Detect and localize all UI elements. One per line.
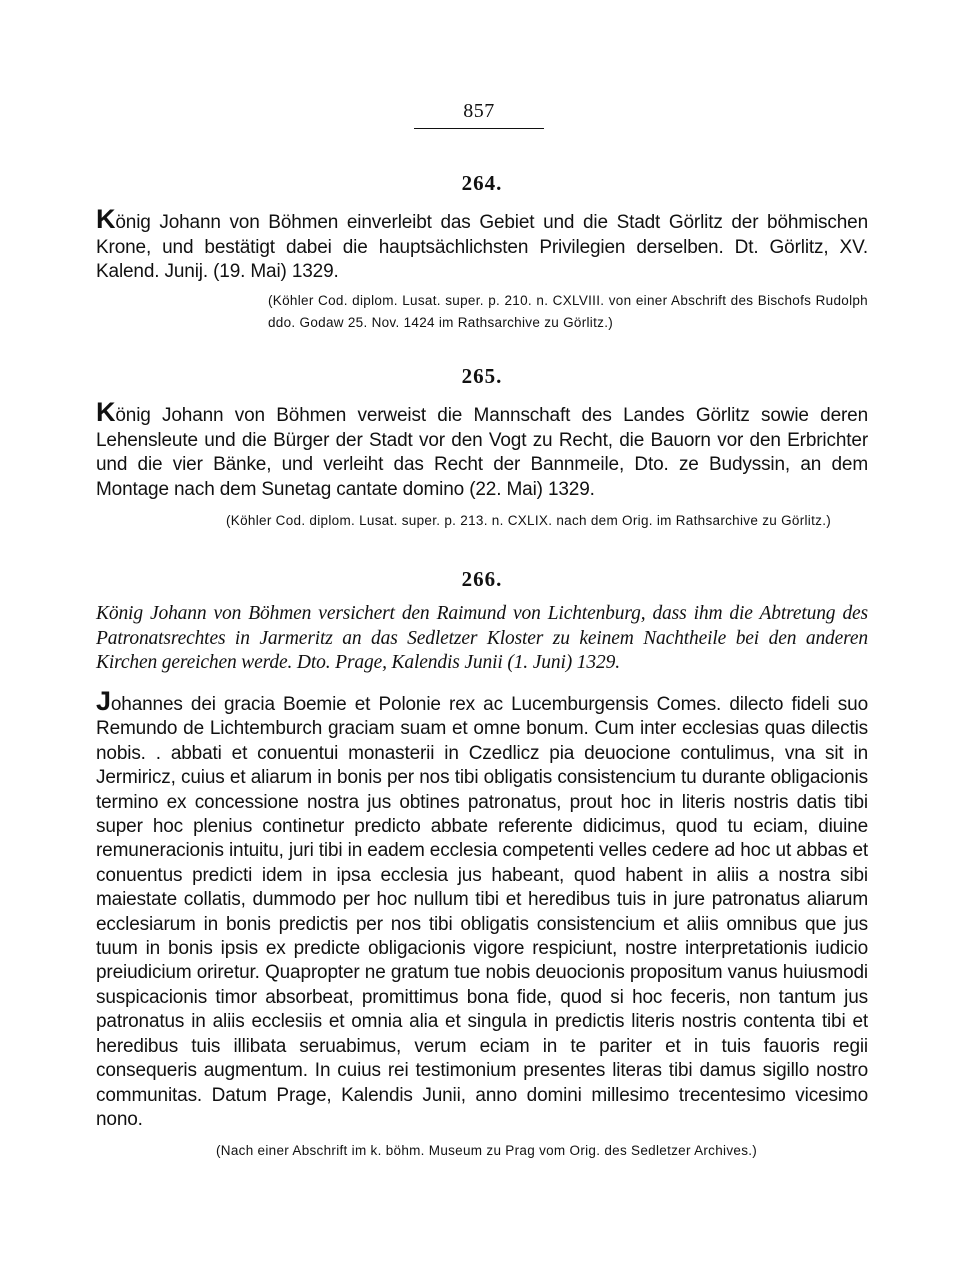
document-summary-264 bbox=[96, 206, 868, 285]
source-note-265: (Köhler Cod. diplom. Lusat. super. p. 213. n. CXLIX. nach dem Orig. im Rathsarchive zu Görlitz.) bbox=[226, 513, 832, 528]
charter-initial-266: J bbox=[96, 686, 111, 716]
document-number-265: 265. bbox=[461, 364, 503, 388]
document-summary-266: König Johann von Böhmen versichert den Raimund von Lichtenburg, dass ihm die Abtretung des Patronatsrechtes in Jarmeritz an das Sedletzer Kloster zu keinem Nachtheile bei den anderen Kirchen gereichen werde. Dto. Prage, Kalendis Junii (1. Juni) 1329. bbox=[96, 603, 868, 673]
summary-initial-264: K bbox=[96, 204, 116, 234]
source-note-264: (Köhler Cod. diplom. Lusat. super. p. 210. n. CXLVIII. von einer Abschrift des Bischofs Rudolph ddo. Godaw 25. Nov. 1424 im Rathsarchive zu Görlitz.) bbox=[268, 293, 868, 330]
page-number-rule bbox=[414, 128, 544, 129]
document-number-264: 264. bbox=[461, 171, 503, 195]
document-number-266: 266. bbox=[461, 567, 503, 591]
summary-text-265: önig Johann von Böhmen verweist die Mannschaft des Landes Görlitz sowie deren Lehensleute und die Bürger der Stadt vor den Vogt zu Recht, die Bauorn vor den Erbrichter und die vier Bänke, und verleiht das Recht der Bannmeile, Dto. ze Budyssin, an dem Montage nach dem Sunetag cantate domino (22. Mai) 1329. bbox=[96, 405, 868, 500]
document-summary-265 bbox=[96, 399, 868, 502]
charter-body-266: ohannes dei gracia Boemie et Polonie rex ac Lucemburgensis Comes. dilecto fideli suo Remundo de Lichtemburch graciam suam et omne bonum. Cum inter ecclesias quas dilectis nobis. . abbati et conuentui monasterii in Czedlicz pia deuocione contulimus, vna sit in Jermiricz, cuius et aliarum in bonis per nos tibi obligatis consistencium tu durante obligacionis termino ex concessione nostra jus obtines patronatus, prout hoc in literis nostris datis tibi super hoc plenius continetur predicto abbate referente didicimus, quod tu eciam, diuine remuneracionis intuitu, juri tibi in eadem ecclesia competenti velles cedere ad hoc ut abbas et conuentus predicti idem in ipsa ecclesia jus habeant, quod habent in aliis a nostra sibi maiestate collatis, dummodo per hoc nullum tibi et heredibus tuis in jure patronatus aliarum ecclesiarum in bonis predictis per nos tibi obligatis consistencium et aliis omnibus que jus tuum in bonis ipsis ex predicte obligacionis vigore respiciunt, nostre interpretationis iudicio preiudicium oriretur. Quapropter ne gratum tue nobis deuocionis propositum vanus huiusmodi suspicacionis timor absorbeat, promittimus bona fide, quod si hoc feceris, non tantum jus patronatus in aliis ecclesiis et omnia alia et singula in predictis literis nostris contenta tibi et heredibus tuis illibata seruabimus, verum eciam in te pariter et in tuis fauoris regii consequeris augmentum. In cuius rei testimonium presentes literas tibi damus sigillo nostro communitas. Datum Prage, Kalendis Junii, anno domini millesimo trecentesimo vicesimo nono. bbox=[96, 694, 868, 1130]
summary-text-264: önig Johann von Böhmen einverleibt das Gebiet und die Stadt Görlitz der böhmischen Krone, und bestätigt dabei die hauptsächlichsten Privilegien derselben. Dt. Görlitz, XV. Kalend. Junij. (19. Mai) 1329. bbox=[96, 212, 868, 282]
book-page bbox=[96, 0, 868, 1284]
charter-text-266 bbox=[96, 688, 868, 1132]
page-number: 857 bbox=[463, 100, 495, 122]
summary-initial-265: K bbox=[96, 397, 116, 427]
source-note-266: (Nach einer Abschrift im k. böhm. Museum zu Prag vom Orig. des Sedletzer Archives.) bbox=[216, 1143, 758, 1158]
